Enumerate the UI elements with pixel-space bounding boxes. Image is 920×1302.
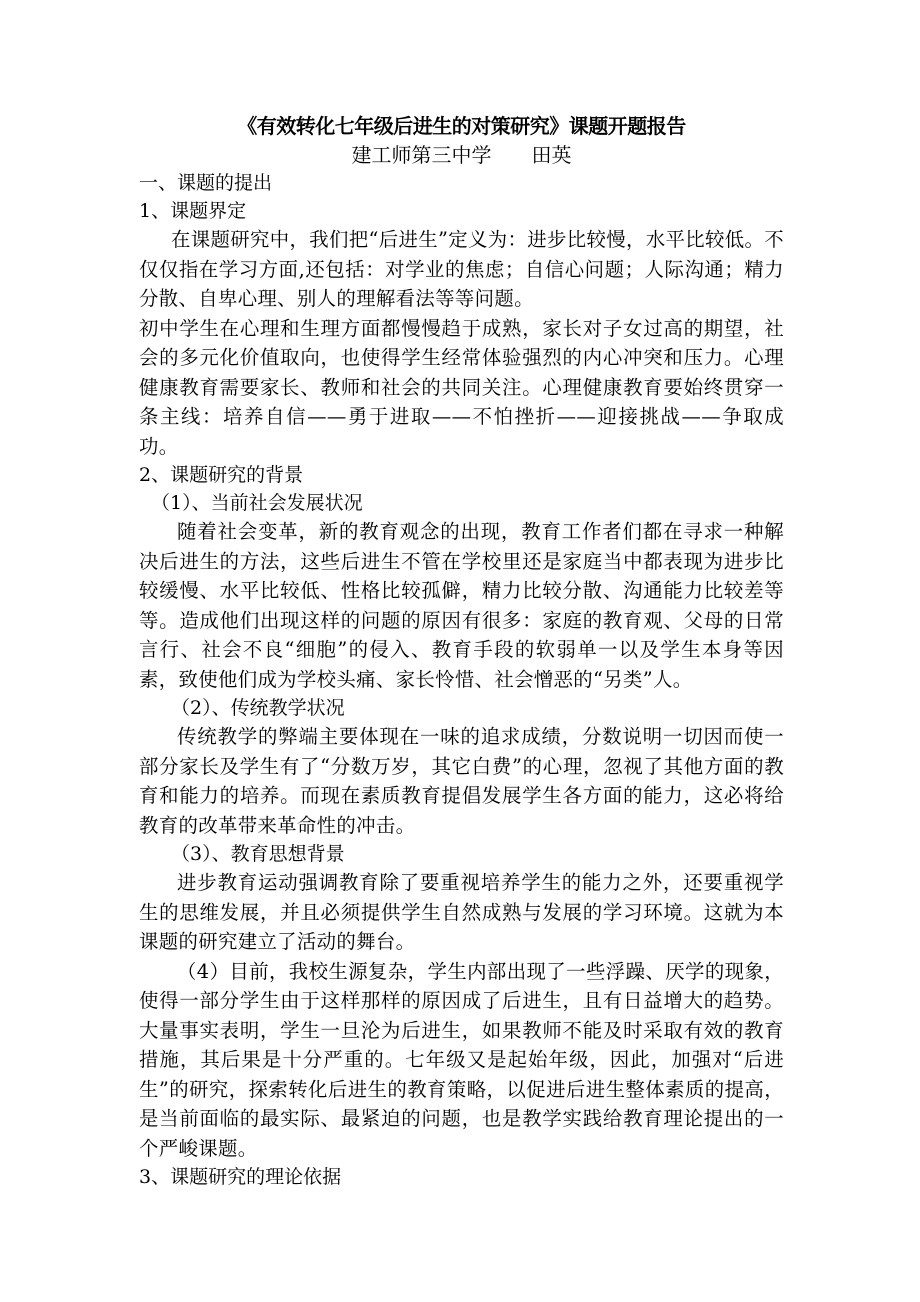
education-thought-paragraph: 进步教育运动强调教育除了要重视培养学生的能力之外，还要重视学生的思维发展，并且必须提供学生自然成熟与发展的学习环境。这就为本课题的研究建立了活动的舞台。: [139, 871, 784, 953]
item-heading: 3、课题研究的理论依据: [139, 1166, 342, 1188]
subsection-heading: （3）、教育思想背景: [171, 843, 345, 865]
subsection-heading: （2）、传统教学状况: [171, 697, 345, 719]
subsection-heading: （1）、当前社会发展状况: [151, 492, 363, 514]
section-heading: 一、课题的提出: [139, 172, 273, 194]
current-situation-paragraph: （4）目前，我校生源复杂，学生内部出现了一些浮躁、厌学的现象，使得一部分学生由于这样那样的原因成了后进生，且有日益增大的趋势。大量事实表明，学生一旦沦为后进生，如果教师不能及时采取有效的教育措施，其后果是十分严重的。七年级又是起始年级，因此，加强对“后进生”的研究，探索转化后进生的教育策略，以促进后进生整体素质的提高，是当前面临的最实际、最紧迫的问题，也是教学实践给教育理论提出的一个严峻课题。: [139, 959, 784, 1160]
definition-paragraph: 在课题研究中，我们把“后进生”定义为：进步比较慢，水平比较低。不仅仅指在学习方面,还包括：对学业的焦虑；自信心问题；人际沟通；精力分散、自卑心理、别人的理解看法等等问题。: [139, 228, 784, 310]
traditional-teaching-paragraph: 传统教学的弊端主要体现在一味的追求成绩，分数说明一切因而使一部分家长及学生有了“分数万岁，其它白费”的心理，忽视了其他方面的教育和能力的培养。而现在素质教育提倡发展学生各方面的能力，这必将给教育的改革带来革命性的冲击。: [139, 725, 784, 837]
author-name: 田英: [531, 143, 572, 167]
school-name: 建工师第三中学: [351, 143, 492, 167]
item-heading: 2、课题研究的背景: [139, 464, 304, 486]
psychology-paragraph: 初中学生在心理和生理方面都慢慢趋于成熟，家长对子女过高的期望，社会的多元化价值取向，也使得学生经常体验强烈的内心冲突和压力。心理健康教育需要家长、教师和社会的共同关注。心理健康教育要始终贯穿一条主线：培养自信——勇于进取——不怕挫折——迎接挑战——争取成功。: [139, 316, 784, 458]
item-heading: 1、课题界定: [139, 200, 247, 222]
document-body: [139, 111, 784, 1191]
society-paragraph: 随着社会变革，新的教育观念的出现，教育工作者们都在寻求一种解决后进生的方法，这些后进生不管在学校里还是家庭当中都表现为进步比较缓慢、水平比较低、性格比较孤僻，精力比较分散、沟通能力比较差等等。造成他们出现这样的问题的原因有很多：家庭的教育观、父母的日常言行、社会不良“细胞”的侵入、教育手段的软弱单一以及学生本身等因素，致使他们成为学校头痛、家长怜惜、社会憎恶的“另类”人。: [139, 520, 784, 691]
document-title: 《有效转化七年级后进生的对策研究》课题开题报告: [237, 114, 686, 138]
author-line: [139, 141, 784, 169]
